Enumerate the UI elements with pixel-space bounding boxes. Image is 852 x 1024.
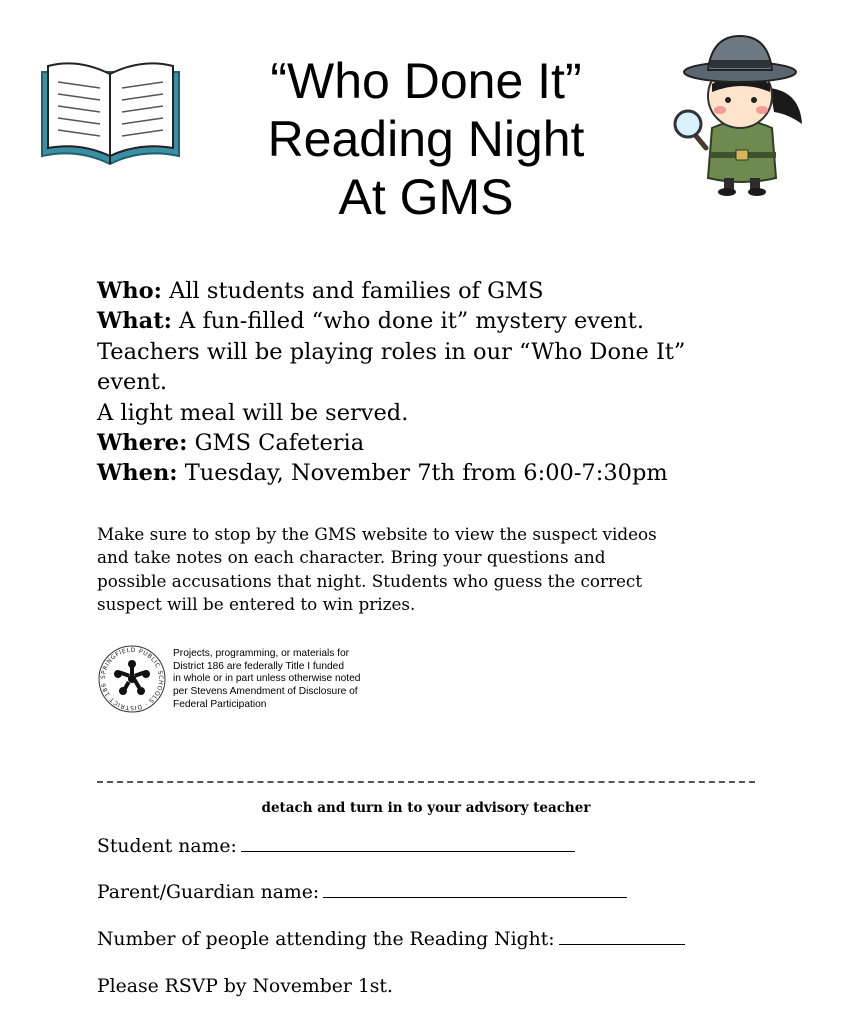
who-text: All students and families of GMS xyxy=(161,278,544,304)
open-book-icon xyxy=(38,52,183,172)
who-line xyxy=(97,276,797,306)
when-label: When: xyxy=(97,460,178,487)
attendee-count-field[interactable] xyxy=(559,943,685,945)
attendee-count-row xyxy=(97,929,685,950)
disclaimer-line: in whole or in part unless otherwise noted xyxy=(173,673,361,685)
what-line xyxy=(97,306,797,336)
attendee-count-label: Number of people attending the Reading Night: xyxy=(97,929,555,950)
blurb-line: and take notes on each character. Bring your questions and xyxy=(97,547,606,568)
blurb-line: possible accusations that night. Students who guess the correct xyxy=(97,570,643,591)
parent-name-label: Parent/Guardian name: xyxy=(97,882,320,903)
what-text: A fun-filled “who done it” mystery event. xyxy=(171,308,644,335)
website-blurb xyxy=(97,523,797,617)
what-line-2: Teachers will be playing roles in our “Who Done It” xyxy=(97,338,686,365)
student-name-row xyxy=(97,836,575,857)
detach-cut-line xyxy=(97,781,755,783)
title-line-3: At GMS xyxy=(338,169,514,225)
district-seal-logo xyxy=(97,644,167,714)
where-text: GMS Cafeteria xyxy=(187,430,365,457)
parent-name-row xyxy=(97,882,627,903)
flyer-title xyxy=(226,52,626,226)
where-line xyxy=(97,428,797,458)
detach-instruction: detach and turn in to your advisory teacher xyxy=(261,800,591,816)
where-label: Where: xyxy=(97,430,188,457)
what-label: What: xyxy=(97,308,172,335)
student-name-label: Student name: xyxy=(97,836,237,857)
event-details xyxy=(97,276,797,489)
meal-line: A light meal will be served. xyxy=(97,399,409,426)
disclaimer-line: District 186 are federally Title I funded xyxy=(173,660,345,672)
svg-text:SPRINGFIELD PUBLIC SCHOOLS · D: SPRINGFIELD PUBLIC SCHOOLS · DISTRICT 186 xyxy=(99,646,165,712)
disclaimer-line: Federal Participation xyxy=(173,698,267,710)
blurb-line: Make sure to stop by the GMS website to view the suspect videos xyxy=(97,524,657,544)
parent-name-field[interactable] xyxy=(323,896,627,898)
disclaimer-line: Projects, programming, or materials for xyxy=(173,648,350,659)
rsvp-note: Please RSVP by November 1st. xyxy=(97,976,393,997)
when-text: Tuesday, November 7th from 6:00-7:30pm xyxy=(177,460,668,487)
disclaimer-line: per Stevens Amendment of Disclosure of xyxy=(173,686,358,698)
student-name-field[interactable] xyxy=(241,850,575,852)
title-one-disclaimer xyxy=(173,648,403,712)
when-line xyxy=(97,458,797,488)
who-label: Who: xyxy=(97,278,162,304)
title-line-1: “Who Done It” xyxy=(270,53,582,109)
detective-girl-icon xyxy=(672,28,812,196)
title-line-2: Reading Night xyxy=(267,111,585,167)
what-line-3: event. xyxy=(97,369,168,396)
blurb-line: suspect will be entered to win prizes. xyxy=(97,594,416,615)
